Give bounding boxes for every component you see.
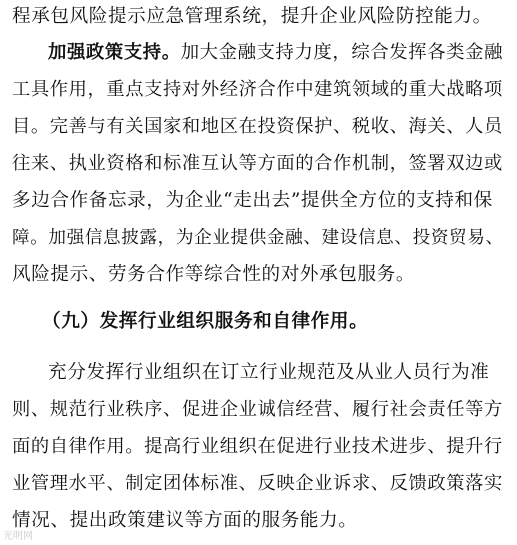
text-line: [12, 506, 508, 536]
line-text: 往来、执业资格和标准互认等方面的合作机制，签署双边或: [12, 153, 503, 174]
text-line: [12, 186, 508, 216]
watermark-text: 光明网: [3, 531, 33, 542]
text-line: [12, 75, 508, 105]
text-line: [48, 38, 508, 68]
line-text: 则、规范行业秩序、促进企业诚信经营、履行社会责任等方: [12, 399, 503, 420]
line-text: 风险提示、劳务合作等综合性的对外承包服务。: [12, 264, 416, 285]
text-line: [12, 260, 508, 290]
section-heading-text: （九）发挥行业组织服务和自律作用。: [42, 311, 369, 332]
line-text: 多边合作备忘录，为企业“走出去”提供全方位的支持和保: [12, 190, 493, 211]
text-line: [12, 432, 508, 462]
section-heading: [42, 307, 517, 337]
line-text: 情况、提出政策建议等方面的服务能力。: [12, 510, 358, 531]
text-line: [12, 2, 508, 32]
section-lead-bold: 加强政策支持。: [48, 42, 181, 63]
text-line: [48, 358, 508, 388]
text-line: [12, 112, 508, 142]
text-line: [12, 223, 508, 253]
text-line: [12, 469, 508, 499]
line-text: 障。加强信息披露，为企业提供金融、建设信息、投资贸易、: [12, 228, 504, 248]
line-text: 业管理水平、制定团体标准、反映企业诉求、反馈政策落实: [12, 473, 503, 494]
text-line: [12, 149, 508, 179]
line-text: 程承包风险提示应急管理系统，提升企业风险防控能力。: [12, 6, 492, 27]
line-text: 目。完善与有关国家和地区在投资保护、税收、海关、人员: [12, 116, 503, 137]
text-line: [12, 395, 508, 425]
line-text: 加大金融支持力度，综合发挥各类金融: [180, 42, 504, 63]
line-text: 工具作用，重点支持对外经济合作中建筑领域的重大战略项: [12, 79, 503, 100]
line-text: 面的自律作用。提高行业组织在促进行业技术进步、提升行: [12, 436, 503, 457]
line-text: 充分发挥行业组织在订立行业规范及从业人员行为准: [48, 362, 490, 383]
watermark-logo: [3, 527, 33, 542]
